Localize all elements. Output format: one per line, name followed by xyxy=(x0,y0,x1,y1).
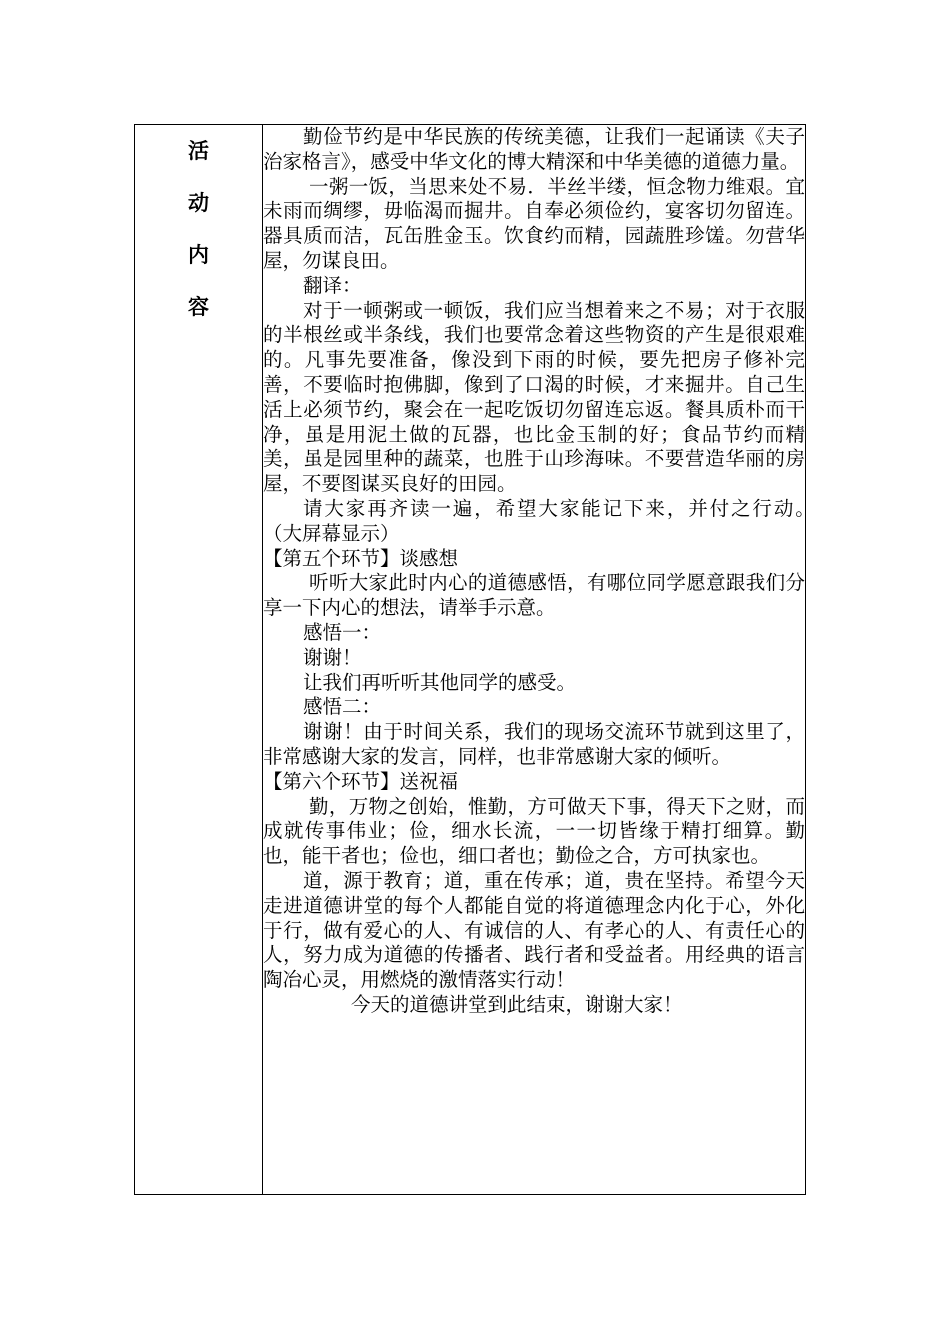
paragraph: 对于一顿粥或一顿饭，我们应当想着来之不易；对于衣服的半根丝或半条线，我们也要常念着这些物资的产生是很艰难的。凡事先要准备，像没到下雨的时候，要先把房子修补完善，不要临时抱佛脚，像到了口渴的时候，才来掘井。自己生活上必须节约，聚会在一起吃饭切勿留连忘返。餐具质朴而干净，虽是用泥土做的瓦器，也比金玉制的好；食品节约而精美，虽是园里种的蔬菜，也胜于山珍海味。不要营造华丽的房屋，不要图谋买良好的田园。 xyxy=(263,298,805,496)
paragraph: 感悟二： xyxy=(303,695,382,719)
paragraph: 请大家再齐读一遍，希望大家能记下来，并付之行动。 （大屏幕显示） xyxy=(263,496,845,545)
paragraph: 道，源于教育；道，重在传承；道，贵在坚持。希望今天走进道德讲堂的每个人都能自觉的将道德理念内化于心，外化于行，做有爱心的人、有诚信的人、有孝心的人、有责任心的人，努力成为道德的传播者、践行者和受益者。用经典的语言陶冶心灵，用燃烧的激情落实行动！ xyxy=(263,868,805,992)
paragraph: 谢谢！ xyxy=(303,645,362,669)
paragraph: 谢谢！由于时间关系，我们的现场交流环节就到这里了，非常感谢大家的发言，同样，也非常感谢大家的倾听。 xyxy=(263,720,805,768)
content-cell xyxy=(263,125,845,1195)
paragraph: 翻译： xyxy=(303,273,362,297)
closing-line: 今天的道德讲堂到此结束，谢谢大家！ xyxy=(351,992,683,1016)
side-label-char: 活 xyxy=(188,139,209,163)
paragraph: 勤，万物之创始，惟勤，方可做天下事，得天下之财，而成就传事伟业；俭，细水长流，一一切皆缘于精打细算。勤也，能干者也；俭也，细口者也；勤俭之合，方可执家也。 xyxy=(263,794,805,868)
side-label-char: 容 xyxy=(188,295,209,319)
paragraph: 勤俭节约是中华民族的传统美德，让我们一起诵读《夫子治家格言》，感受中华文化的博大精深和中华美德的道德力量。 xyxy=(263,125,805,173)
paragraph: 感悟一： xyxy=(303,620,382,644)
section-heading: 【第六个环节】送祝福 xyxy=(263,769,459,793)
content-body xyxy=(263,125,845,1018)
table-row xyxy=(135,125,806,1195)
paragraph: 听听大家此时内心的道德感悟，有哪位同学愿意跟我们分享一下内心的想法，请举手示意。 xyxy=(263,571,805,620)
side-label-char: 动 xyxy=(188,191,209,215)
side-label-cell xyxy=(135,125,263,1195)
activity-table xyxy=(134,124,845,1195)
side-label-char: 内 xyxy=(188,243,209,267)
section-heading: 【第五个环节】谈感想 xyxy=(263,546,459,570)
side-label xyxy=(135,125,262,333)
paragraph: 让我们再听听其他同学的感受。 xyxy=(303,670,577,694)
paragraph: 一粥一饭，当思来处不易．半丝半缕，恒念物力维艰。宜未雨而绸缪，毋临渴而掘井。自奉必须俭约，宴客切勿留连。器具质而洁，瓦缶胜金玉。饮食约而精，园蔬胜珍馐。勿营华屋，勿谋良田。 xyxy=(263,174,805,272)
